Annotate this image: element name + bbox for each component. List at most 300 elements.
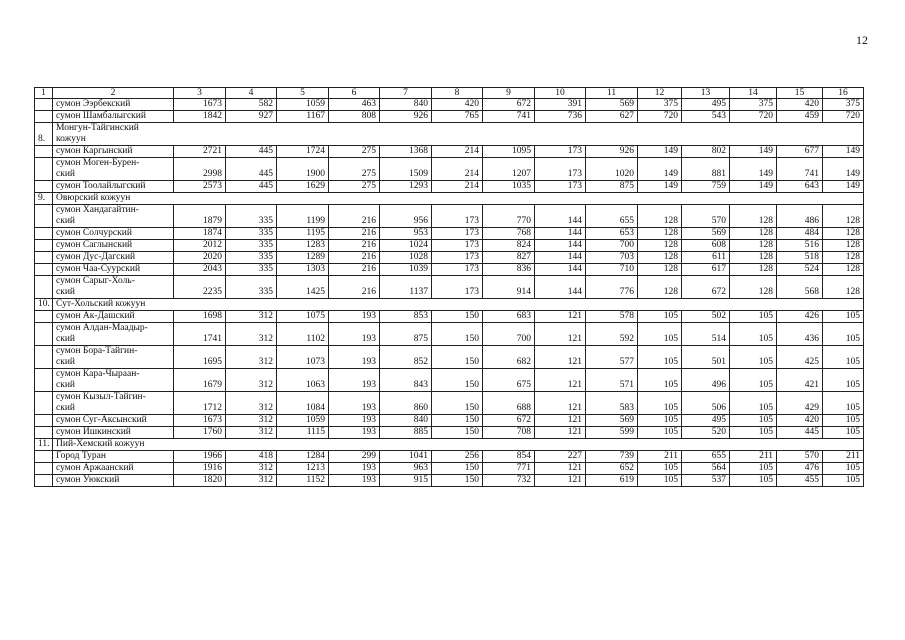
- value-cell: 2020: [174, 252, 226, 264]
- value-cell: 312: [226, 323, 277, 346]
- value-cell: 875: [586, 181, 638, 193]
- value-cell: 105: [730, 369, 777, 392]
- value-cell: 1115: [277, 427, 329, 439]
- value-cell: 216: [329, 252, 380, 264]
- value-cell: 501: [682, 346, 730, 369]
- value-cell: 121: [535, 475, 586, 487]
- table-row: [35, 369, 864, 392]
- value-cell: 214: [432, 181, 483, 193]
- value-cell: 537: [682, 475, 730, 487]
- settlement-name-line: сумон Тоолайлыгский: [56, 181, 146, 191]
- table-row: [35, 158, 864, 181]
- value-cell: 1679: [174, 369, 226, 392]
- value-cell: 335: [226, 240, 277, 252]
- header-cell: 14: [730, 88, 777, 99]
- value-cell: 420: [777, 99, 823, 111]
- settlement-name-line: ский: [56, 380, 75, 390]
- value-cell: 836: [483, 264, 535, 276]
- district-number: 8.: [35, 123, 53, 146]
- value-cell: 765: [432, 111, 483, 123]
- header-cell: 13: [682, 88, 730, 99]
- value-cell: 193: [329, 475, 380, 487]
- value-cell: 128: [823, 228, 864, 240]
- value-cell: 1293: [380, 181, 432, 193]
- value-cell: 150: [432, 427, 483, 439]
- value-cell: 312: [226, 415, 277, 427]
- district-row: [35, 123, 864, 146]
- value-cell: 121: [535, 463, 586, 475]
- value-cell: 391: [535, 99, 586, 111]
- header-cell: 8: [432, 88, 483, 99]
- value-cell: 149: [823, 146, 864, 158]
- value-cell: 568: [777, 276, 823, 299]
- value-cell: 854: [483, 451, 535, 463]
- header-cell: 4: [226, 88, 277, 99]
- value-cell: 149: [638, 146, 682, 158]
- value-cell: 569: [682, 228, 730, 240]
- value-cell: 128: [823, 264, 864, 276]
- value-cell: 445: [226, 181, 277, 193]
- value-cell: 571: [586, 369, 638, 392]
- value-cell: 105: [730, 415, 777, 427]
- value-cell: 1039: [380, 264, 432, 276]
- value-cell: 121: [535, 415, 586, 427]
- settlement-name-line: ский: [56, 287, 75, 297]
- value-cell: 700: [483, 323, 535, 346]
- row-number-cell: [35, 311, 53, 323]
- value-cell: 149: [638, 158, 682, 181]
- value-cell: 299: [329, 451, 380, 463]
- value-cell: 1199: [277, 205, 329, 228]
- value-cell: 335: [226, 252, 277, 264]
- value-cell: 1167: [277, 111, 329, 123]
- settlement-name-line: сумон Солчурский: [56, 228, 132, 238]
- value-cell: 105: [823, 346, 864, 369]
- value-cell: 418: [226, 451, 277, 463]
- value-cell: 627: [586, 111, 638, 123]
- settlement-name-line: сумон Суг-Аксынский: [56, 415, 147, 425]
- value-cell: 524: [777, 264, 823, 276]
- value-cell: 759: [682, 181, 730, 193]
- value-cell: 128: [823, 276, 864, 299]
- value-cell: 578: [586, 311, 638, 323]
- value-cell: 520: [682, 427, 730, 439]
- table-row: [35, 146, 864, 158]
- row-number-cell: [35, 392, 53, 415]
- value-cell: 496: [682, 369, 730, 392]
- row-number-cell: [35, 99, 53, 111]
- value-cell: 445: [226, 158, 277, 181]
- value-cell: 710: [586, 264, 638, 276]
- value-cell: 256: [432, 451, 483, 463]
- value-cell: 1741: [174, 323, 226, 346]
- settlement-name: [53, 240, 174, 252]
- value-cell: 150: [432, 392, 483, 415]
- value-cell: 926: [380, 111, 432, 123]
- value-cell: 1509: [380, 158, 432, 181]
- value-cell: 824: [483, 240, 535, 252]
- settlement-name-line: сумон Бора-Тайгин-: [56, 346, 138, 356]
- value-cell: 953: [380, 228, 432, 240]
- value-cell: 275: [329, 158, 380, 181]
- settlement-name-line: сумон Дус-Дагский: [56, 252, 136, 262]
- settlement-name-line: сумон Ак-Дашский: [56, 311, 135, 321]
- value-cell: 1041: [380, 451, 432, 463]
- value-cell: 1075: [277, 311, 329, 323]
- value-cell: 173: [432, 276, 483, 299]
- value-cell: 128: [730, 240, 777, 252]
- value-cell: 105: [638, 475, 682, 487]
- table-row: [35, 311, 864, 323]
- value-cell: 652: [586, 463, 638, 475]
- row-number-cell: [35, 346, 53, 369]
- page-number: 12: [856, 33, 868, 47]
- value-cell: 144: [535, 205, 586, 228]
- header-cell: 3: [174, 88, 226, 99]
- settlement-name-line: сумон Моген-Бурен-: [56, 158, 140, 168]
- value-cell: 211: [730, 451, 777, 463]
- settlement-name: [53, 346, 174, 369]
- value-cell: 216: [329, 228, 380, 240]
- value-cell: 853: [380, 311, 432, 323]
- value-cell: 144: [535, 228, 586, 240]
- row-number-cell: [35, 323, 53, 346]
- value-cell: 514: [682, 323, 730, 346]
- value-cell: 502: [682, 311, 730, 323]
- value-cell: 653: [586, 228, 638, 240]
- settlement-name-line: сумон Ишкинский: [56, 427, 131, 437]
- value-cell: 105: [823, 415, 864, 427]
- value-cell: 2573: [174, 181, 226, 193]
- value-cell: 335: [226, 228, 277, 240]
- value-cell: 1874: [174, 228, 226, 240]
- value-cell: 1425: [277, 276, 329, 299]
- row-number-cell: [35, 276, 53, 299]
- value-cell: 193: [329, 369, 380, 392]
- settlement-name-line: ский: [56, 357, 75, 367]
- value-cell: 173: [535, 146, 586, 158]
- value-cell: 121: [535, 323, 586, 346]
- value-cell: 173: [432, 240, 483, 252]
- value-cell: 1024: [380, 240, 432, 252]
- value-cell: 1368: [380, 146, 432, 158]
- table-row: [35, 181, 864, 193]
- value-cell: 599: [586, 427, 638, 439]
- value-cell: 1207: [483, 158, 535, 181]
- value-cell: 518: [777, 252, 823, 264]
- value-cell: 144: [535, 276, 586, 299]
- value-cell: 105: [730, 427, 777, 439]
- value-cell: 720: [638, 111, 682, 123]
- value-cell: 619: [586, 475, 638, 487]
- value-cell: 193: [329, 427, 380, 439]
- header-cell: 15: [777, 88, 823, 99]
- value-cell: 543: [682, 111, 730, 123]
- value-cell: 193: [329, 311, 380, 323]
- value-cell: 720: [823, 111, 864, 123]
- district-name: [53, 193, 864, 205]
- value-cell: 1673: [174, 99, 226, 111]
- value-cell: 1842: [174, 111, 226, 123]
- value-cell: 672: [483, 99, 535, 111]
- value-cell: 768: [483, 228, 535, 240]
- value-cell: 1284: [277, 451, 329, 463]
- table-row: [35, 323, 864, 346]
- row-number-cell: [35, 475, 53, 487]
- value-cell: 425: [777, 346, 823, 369]
- settlement-name-line: сумон Уюкский: [56, 475, 120, 485]
- value-cell: 655: [682, 451, 730, 463]
- value-cell: 128: [638, 276, 682, 299]
- table-row: [35, 240, 864, 252]
- value-cell: 150: [432, 323, 483, 346]
- settlement-name-line: Город Туран: [56, 451, 106, 461]
- row-number-cell: [35, 181, 53, 193]
- value-cell: 771: [483, 463, 535, 475]
- district-name-line: Сут-Хольский кожуун: [56, 299, 146, 309]
- value-cell: 1102: [277, 323, 329, 346]
- value-cell: 149: [823, 181, 864, 193]
- value-cell: 128: [638, 264, 682, 276]
- value-cell: 739: [586, 451, 638, 463]
- value-cell: 105: [730, 346, 777, 369]
- value-cell: 335: [226, 205, 277, 228]
- value-cell: 840: [380, 415, 432, 427]
- value-cell: 429: [777, 392, 823, 415]
- value-cell: 506: [682, 392, 730, 415]
- row-number-cell: [35, 111, 53, 123]
- value-cell: 105: [823, 392, 864, 415]
- table-row: [35, 427, 864, 439]
- table-row: [35, 252, 864, 264]
- district-number: 11.: [35, 439, 53, 451]
- value-cell: 683: [483, 311, 535, 323]
- value-cell: 128: [823, 205, 864, 228]
- value-cell: 105: [730, 323, 777, 346]
- value-cell: 682: [483, 346, 535, 369]
- value-cell: 1879: [174, 205, 226, 228]
- value-cell: 105: [638, 311, 682, 323]
- row-number-cell: [35, 205, 53, 228]
- row-number-cell: [35, 158, 53, 181]
- header-row: [35, 88, 864, 99]
- value-cell: 445: [226, 146, 277, 158]
- value-cell: 486: [777, 205, 823, 228]
- table-row: [35, 276, 864, 299]
- value-cell: 476: [777, 463, 823, 475]
- data-table: [34, 87, 864, 487]
- value-cell: 128: [638, 228, 682, 240]
- table-row: [35, 111, 864, 123]
- settlement-name: [53, 475, 174, 487]
- value-cell: 2012: [174, 240, 226, 252]
- value-cell: 2043: [174, 264, 226, 276]
- value-cell: 1820: [174, 475, 226, 487]
- row-number-cell: [35, 146, 53, 158]
- table-row: [35, 205, 864, 228]
- value-cell: 105: [638, 369, 682, 392]
- settlement-name-line: ский: [56, 216, 75, 226]
- value-cell: 105: [823, 311, 864, 323]
- value-cell: 128: [823, 252, 864, 264]
- table-row: [35, 99, 864, 111]
- value-cell: 732: [483, 475, 535, 487]
- value-cell: 1966: [174, 451, 226, 463]
- value-cell: 149: [730, 181, 777, 193]
- value-cell: 275: [329, 146, 380, 158]
- value-cell: 312: [226, 392, 277, 415]
- value-cell: 1629: [277, 181, 329, 193]
- value-cell: 105: [638, 323, 682, 346]
- value-cell: 770: [483, 205, 535, 228]
- value-cell: 128: [638, 205, 682, 228]
- value-cell: 2721: [174, 146, 226, 158]
- value-cell: 582: [226, 99, 277, 111]
- value-cell: 455: [777, 475, 823, 487]
- settlement-name-line: ский: [56, 169, 75, 179]
- table-row: [35, 392, 864, 415]
- settlement-name: [53, 369, 174, 392]
- value-cell: 150: [432, 346, 483, 369]
- value-cell: 583: [586, 392, 638, 415]
- value-cell: 776: [586, 276, 638, 299]
- value-cell: 312: [226, 427, 277, 439]
- district-name-line: Овюрский кожуун: [56, 193, 131, 203]
- value-cell: 495: [682, 415, 730, 427]
- header-cell: 5: [277, 88, 329, 99]
- settlement-name: [53, 276, 174, 299]
- header-cell: 10: [535, 88, 586, 99]
- settlement-name-line: сумон Чаа-Суурский: [56, 264, 141, 274]
- value-cell: 1303: [277, 264, 329, 276]
- value-cell: 128: [730, 205, 777, 228]
- value-cell: 1028: [380, 252, 432, 264]
- value-cell: 808: [329, 111, 380, 123]
- row-number-cell: [35, 451, 53, 463]
- value-cell: 375: [823, 99, 864, 111]
- value-cell: 121: [535, 311, 586, 323]
- settlement-name-line: сумон Ээрбекский: [56, 99, 131, 109]
- row-number-cell: [35, 228, 53, 240]
- value-cell: 1916: [174, 463, 226, 475]
- row-number-cell: [35, 415, 53, 427]
- district-row: [35, 299, 864, 311]
- value-cell: 700: [586, 240, 638, 252]
- row-number-cell: [35, 240, 53, 252]
- settlement-name: [53, 228, 174, 240]
- settlement-name: [53, 311, 174, 323]
- value-cell: 741: [777, 158, 823, 181]
- value-cell: 495: [682, 99, 730, 111]
- value-cell: 617: [682, 264, 730, 276]
- value-cell: 1724: [277, 146, 329, 158]
- value-cell: 375: [638, 99, 682, 111]
- value-cell: 875: [380, 323, 432, 346]
- settlement-name-line: сумон Саглынский: [56, 240, 133, 250]
- value-cell: 150: [432, 415, 483, 427]
- settlement-name-line: сумон Шамбалыгский: [56, 111, 146, 121]
- value-cell: 128: [638, 240, 682, 252]
- value-cell: 956: [380, 205, 432, 228]
- settlement-name: [53, 392, 174, 415]
- value-cell: 214: [432, 158, 483, 181]
- value-cell: 105: [638, 392, 682, 415]
- value-cell: 1152: [277, 475, 329, 487]
- district-number: 9.: [35, 193, 53, 205]
- settlement-name-line: сумон Хандагайтин-: [56, 205, 139, 215]
- row-number-cell: [35, 463, 53, 475]
- value-cell: 173: [432, 228, 483, 240]
- value-cell: 128: [823, 240, 864, 252]
- header-cell: 9: [483, 88, 535, 99]
- value-cell: 914: [483, 276, 535, 299]
- header-cell: 1: [35, 88, 53, 99]
- value-cell: 736: [535, 111, 586, 123]
- value-cell: 105: [638, 346, 682, 369]
- value-cell: 881: [682, 158, 730, 181]
- header-cell: 6: [329, 88, 380, 99]
- value-cell: 688: [483, 392, 535, 415]
- value-cell: 564: [682, 463, 730, 475]
- value-cell: 128: [730, 276, 777, 299]
- value-cell: 860: [380, 392, 432, 415]
- settlement-name: [53, 463, 174, 475]
- table-row: [35, 451, 864, 463]
- value-cell: 216: [329, 205, 380, 228]
- value-cell: 335: [226, 264, 277, 276]
- settlement-name-line: ский: [56, 403, 75, 413]
- value-cell: 570: [777, 451, 823, 463]
- district-name: [53, 439, 864, 451]
- table-row: [35, 264, 864, 276]
- header-cell: 7: [380, 88, 432, 99]
- value-cell: 592: [586, 323, 638, 346]
- value-cell: 144: [535, 252, 586, 264]
- value-cell: 2998: [174, 158, 226, 181]
- row-number-cell: [35, 427, 53, 439]
- value-cell: 128: [638, 252, 682, 264]
- value-cell: 128: [730, 252, 777, 264]
- value-cell: 1084: [277, 392, 329, 415]
- district-row: [35, 439, 864, 451]
- value-cell: 643: [777, 181, 823, 193]
- value-cell: 144: [535, 264, 586, 276]
- value-cell: 720: [730, 111, 777, 123]
- value-cell: 1020: [586, 158, 638, 181]
- value-cell: 1712: [174, 392, 226, 415]
- value-cell: 105: [730, 392, 777, 415]
- value-cell: 2235: [174, 276, 226, 299]
- value-cell: 150: [432, 475, 483, 487]
- value-cell: 150: [432, 311, 483, 323]
- value-cell: 312: [226, 463, 277, 475]
- value-cell: 569: [586, 99, 638, 111]
- value-cell: 149: [823, 158, 864, 181]
- value-cell: 149: [638, 181, 682, 193]
- value-cell: 211: [638, 451, 682, 463]
- value-cell: 675: [483, 369, 535, 392]
- settlement-name: [53, 427, 174, 439]
- value-cell: 741: [483, 111, 535, 123]
- value-cell: 105: [730, 475, 777, 487]
- value-cell: 193: [329, 392, 380, 415]
- settlement-name: [53, 111, 174, 123]
- district-name: [53, 123, 864, 146]
- value-cell: 128: [730, 264, 777, 276]
- value-cell: 312: [226, 311, 277, 323]
- district-row: [35, 193, 864, 205]
- value-cell: 105: [638, 415, 682, 427]
